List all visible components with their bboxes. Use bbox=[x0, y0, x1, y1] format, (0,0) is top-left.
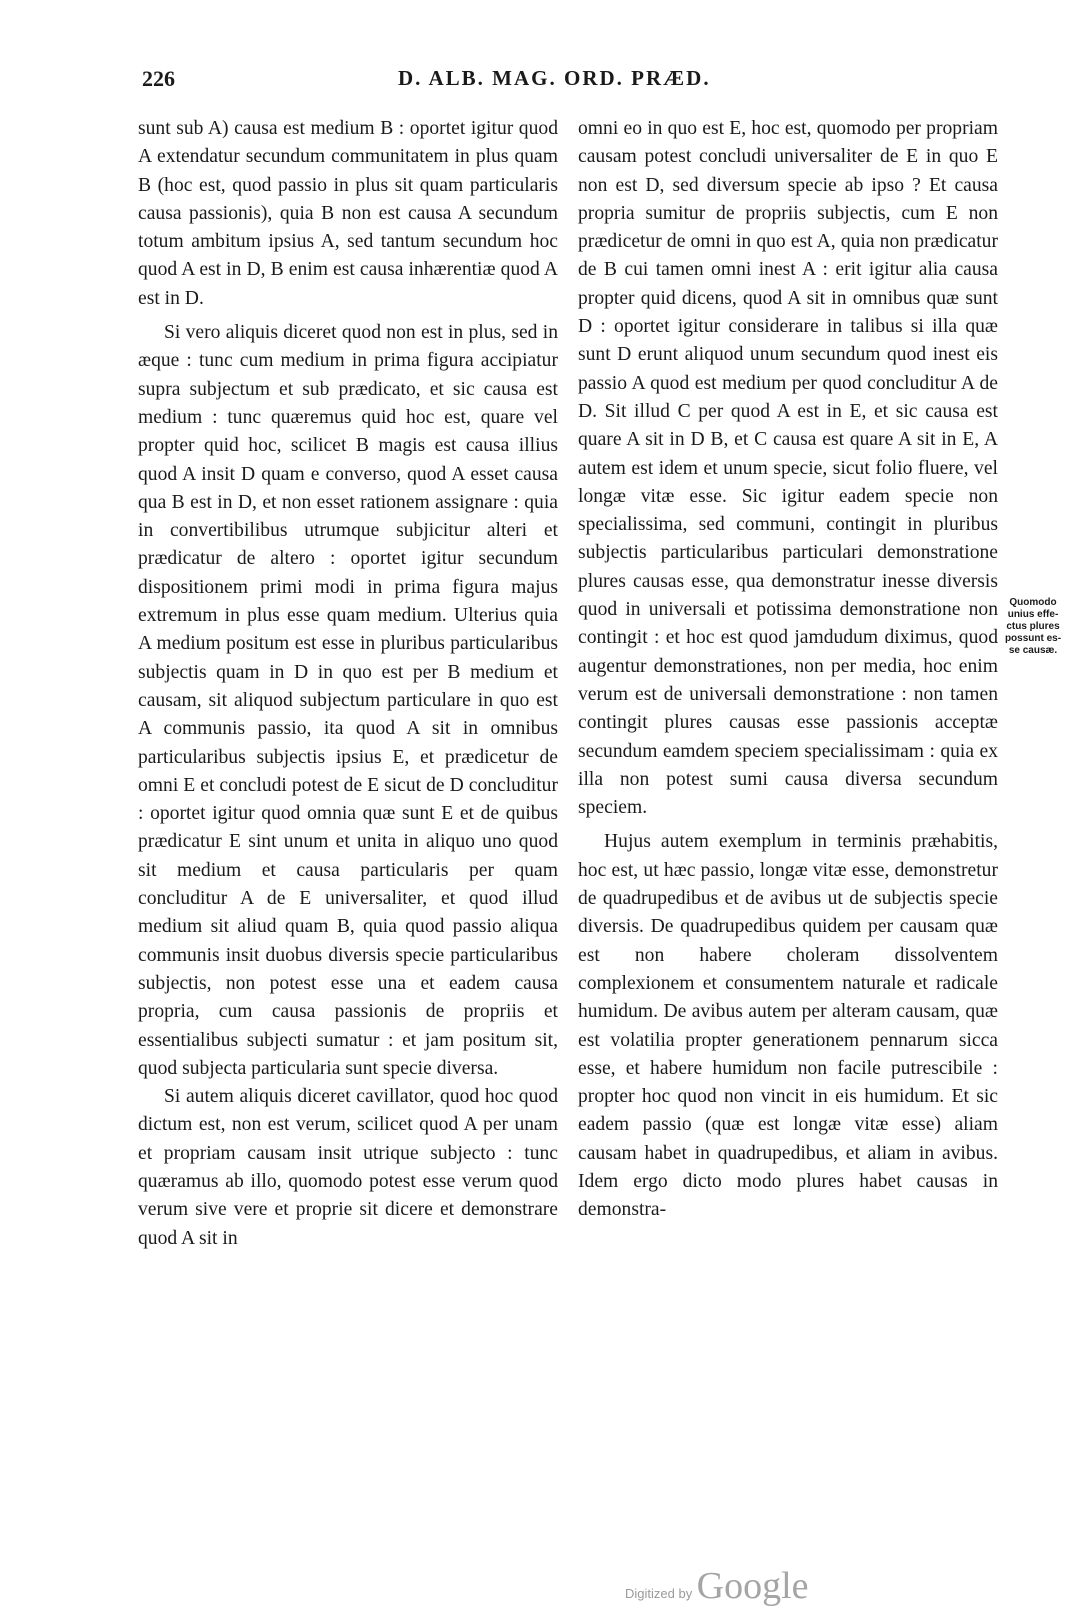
page-number: 226 bbox=[142, 66, 175, 91]
left-paragraph-2: Si vero aliquis diceret quod non est in plus, sed in æque : tunc cum medium in prima figura accipiatur supra subjectum et sub prædicato, et sic causa est medium : tunc quæremus quid hoc est, quare vel propter quid hoc, scilicet B magis est causa illius quod A insit D quam e converso, quod A esset causa qua B est in D, et non esset rationem assignare : quia in convertibilibus utrumque subjicitur alteri et prædicatur de altero : oportet igitur secundum dispositionem primi modi in prima figura majus extremum in plus esse quam medium. Ulterius quia A medium positum est esse in pluribus particularibus subjectis quam in D in quo est per B medium et causam, sit aliquod subjectum particulare in quo est A communis passio, ita quod A sit in omnibus particularibus subjectis ipsius E, et prædicetur de omni E et concludi potest de E sicut de D concluditur : oportet igitur quod omnia quæ sunt E et de quibus prædicatur E sint unum et unita in aliquo uno quod sit medium et causa particularis per quam concluditur A de E universaliter, et quod illud medium sit aliud quam B, quia quod passio aliqua communis insit duobus diversis specie particularibus subjectis, non potest esse una et eadem causa propria, cum causa passionis de propriis et essentialibus subjecti sumatur : et jam positum sit, quod subjecta particularia sunt specie diversa. bbox=[138, 322, 558, 1079]
right-paragraph-1: omni eo in quo est E, hoc est, quomodo per propriam causam potest concludi universaliter de E in quo E non est D, sed diversum specie ab ipso ? Et causa propria sumitur de propriis subjectis, cum E non prædicetur de omni in quo est A, quia non prædicatur de B cui tamen omni inest A : erit igitur alia causa propter quid dicens, quod A sit in omnibus quæ sunt D : oportet igitur considerare in talibus si illa quæ sunt D erunt aliquod unum secundum quod inest eis passio A quod est medium per quod concluditur A de D. Sit illud C per quod A est in E, et sic causa est quare A sit in D B, et C causa est quare A sit in E, A autem est idem et unum specie, sicut folio fluere, vel longæ vitæ esse. Sic igitur eadem specie non specialissima, sed communi, contingit in pluribus subjectis particularibus particulari demonstratione plures causas esse, qua demonstratur inesse diversis quod in universali et potissima demonstratione non contingit : et hoc est quod jamdudum diximus, quod augentur demonstrationes, non per media, hoc enim verum est de universali demonstratione : non tamen contingit plures causas esse passionis acceptæ secundum eamdem speciem specialissimam : quia ex illa non potest sumi causa diversa secundum speciem. bbox=[578, 118, 998, 819]
left-paragraph-1: sunt sub A) causa est medium B : oportet igitur quod A extendatur secundum communitatem in plus quam B (hoc est, quod passio in plus sit quam particularis causa passionis), quia B non est causa A secundum totum ambitum ipsius A, sed tantum secundum hoc quod A est in D, B enim est causa inhærentiæ quod A est in D. bbox=[138, 118, 558, 309]
digitized-label: Digitized by bbox=[625, 1586, 693, 1601]
digitized-watermark bbox=[625, 1564, 809, 1608]
margin-note-line: Quomodo bbox=[1009, 597, 1057, 608]
left-column bbox=[138, 115, 558, 1253]
margin-note-line: possunt es- bbox=[1004, 633, 1062, 644]
right-paragraph-2: Hujus autem exemplum in terminis præhabitis, hoc est, ut hæc passio, longæ vitæ esse, demonstretur de quadrupedibus et de avibus ut de subjectis specie diversis. De quadrupedibus quidem per causam quæ est non habere choleram dissolventem complexionem et consumentem naturale et radicale humidum. De avibus autem per alteram causam, quæ est volatilia propter generationem pennarum sicca esse, et habere humidum non facile putrescibile : propter hoc quod non vincit in eis humidum. Et sic eadem passio (quæ est longæ vitæ esse) aliam causam habet in quadrupedibus, et aliam in avibus. Idem ergo dicto modo plures habet causas in demonstra- bbox=[578, 831, 998, 1221]
right-column bbox=[578, 115, 998, 1225]
margin-note-line: se causæ. bbox=[1008, 645, 1058, 656]
margin-note-line: unius effe- bbox=[1007, 609, 1059, 620]
google-logo: Google bbox=[696, 1565, 809, 1607]
left-paragraph-3: Si autem aliquis diceret cavillator, quod hoc quod dictum est, non est verum, scilicet quod A per unam et propriam causam insit utrique subjecto : tunc quæramus ab illo, quomodo potest esse verum quod verum sive vere et proprie sit dicere et demonstrare quod A sit in bbox=[138, 1086, 558, 1249]
margin-note-line: ctus plures bbox=[1006, 621, 1060, 632]
running-title: D. ALB. MAG. ORD. PRÆD. bbox=[398, 66, 711, 90]
page-header bbox=[138, 66, 980, 96]
margin-note bbox=[993, 597, 1073, 657]
